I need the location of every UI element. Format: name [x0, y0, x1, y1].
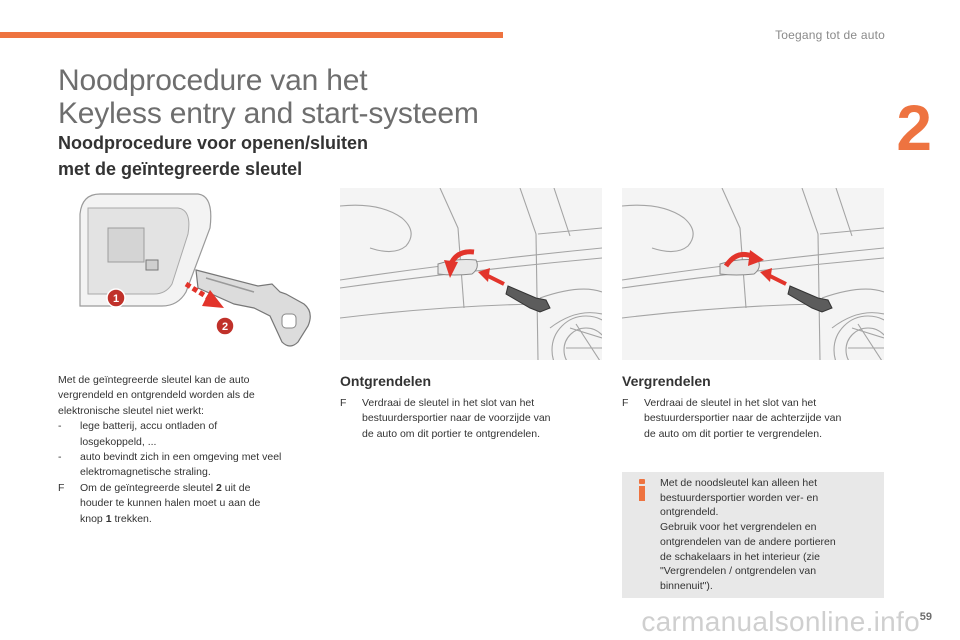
dash-bullet: -: [58, 451, 62, 464]
step-ref-2: 2: [216, 481, 222, 494]
lock-heading: Vergrendelen: [622, 373, 711, 389]
step-text: [80, 481, 322, 527]
key-in-lock: [506, 286, 550, 312]
step-line: [80, 481, 322, 496]
list-item-line: auto bevindt zich in een omgeving met veel: [80, 451, 282, 464]
list-item-text: [80, 450, 322, 481]
key-extraction-illustration: [58, 188, 320, 360]
integrated-key-shape: [196, 270, 310, 346]
info-line: "Vergrendelen / ontgrendelen van: [660, 565, 817, 578]
door-unlock-drawing: [340, 188, 602, 360]
dash-bullet: -: [58, 420, 62, 433]
page-subtitle: [58, 130, 368, 182]
page-title-line1: Noodprocedure van het: [58, 64, 368, 97]
step-text-part: knop: [80, 512, 106, 525]
info-line: ontgrendeld.: [660, 506, 719, 519]
door-handle: [438, 260, 477, 276]
page-subtitle-line1: Noodprocedure voor openen/sluiten: [58, 133, 369, 153]
callout-2-label: 2: [221, 321, 229, 333]
section-title: Toegang tot de auto: [775, 28, 885, 42]
step-line: de auto om dit portier te vergrendelen.: [644, 427, 823, 440]
step-line: bestuurdersportier naar de voorzijde van: [362, 412, 551, 425]
unlock-heading: Ontgrendelen: [340, 373, 432, 389]
page-subtitle-line2: met de geïntegreerde sleutel: [58, 159, 303, 179]
list-item-line: lege batterij, accu ontladen of: [80, 420, 218, 433]
step-text-part: uit de: [221, 481, 251, 494]
step-text-part: Om de geïntegreerde sleutel: [80, 481, 216, 494]
key-fob-shape: [80, 194, 211, 306]
list-item-line: elektromagnetische straling.: [80, 466, 211, 479]
intro-line: vergrendeld en ontgrendeld worden als de: [58, 389, 255, 402]
step-line: bestuurdersportier naar de achterzijde van: [644, 412, 842, 425]
intro-text: [58, 373, 322, 527]
list-item-line: losgekoppeld, ...: [80, 435, 157, 448]
intro-line: Met de geïntegreerde sleutel kan de auto: [58, 374, 250, 386]
info-line: binnenuit").: [660, 579, 713, 592]
step-item: [622, 396, 884, 442]
door-lock-drawing: [622, 188, 884, 360]
unlock-instruction: [340, 396, 602, 442]
callout-1-label: 1: [112, 293, 120, 305]
door-unlock-illustration: [340, 188, 602, 360]
key-in-lock: [788, 286, 832, 312]
watermark: carmanualsonline.info: [641, 606, 920, 637]
step-marker-icon: F: [58, 481, 65, 494]
callout-1-badge: [107, 289, 125, 307]
step-line: Verdraai de sleutel in het slot van het: [362, 397, 535, 409]
info-line: Met de noodsleutel kan alleen het: [660, 477, 818, 489]
header-accent-bar: [0, 32, 503, 38]
page-number: 59: [919, 611, 932, 623]
lock-instruction: [622, 396, 884, 442]
info-icon: [636, 479, 648, 501]
info-line: ontgrendelen van de andere portieren: [660, 535, 836, 548]
step-item: [58, 481, 322, 527]
info-note-box: [622, 472, 884, 598]
chapter-number: 2: [896, 92, 932, 164]
step-text-part: trekken.: [111, 512, 152, 525]
step-marker-icon: F: [622, 397, 629, 409]
callout-2-badge: [216, 317, 234, 335]
info-line: de schakelaars in het interieur (zie: [660, 550, 820, 563]
page-title-line2: Keyless entry and start-systeem: [58, 97, 479, 130]
step-line: Verdraai de sleutel in het slot van het: [644, 397, 817, 409]
step-ref-1: 1: [105, 512, 112, 525]
door-lock-illustration: [622, 188, 884, 360]
info-line: Gebruik voor het vergrendelen en: [660, 521, 817, 534]
list-item: [58, 419, 322, 450]
page-title: [58, 64, 479, 130]
step-line: [80, 512, 322, 527]
info-line: bestuurdersportier worden ver- en: [660, 491, 819, 504]
intro-line: elektronische sleutel niet werkt:: [58, 404, 204, 417]
step-line: de auto om dit portier te ontgrendelen.: [362, 427, 541, 440]
step-line: houder te kunnen halen moet u aan de: [80, 497, 261, 510]
step-text: [362, 396, 602, 442]
step-marker-icon: F: [340, 397, 347, 409]
step-item: [340, 396, 602, 442]
list-item-text: [80, 419, 322, 450]
step-text: [644, 396, 884, 442]
key-extraction-drawing: [58, 188, 320, 360]
list-item: [58, 450, 322, 481]
